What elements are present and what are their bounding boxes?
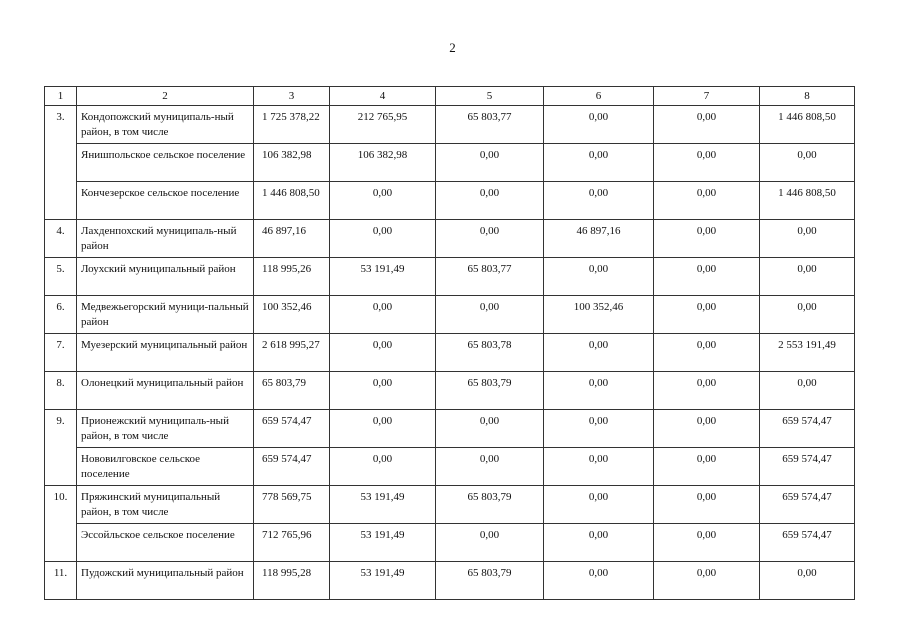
row-number <box>45 448 77 486</box>
cell-col3: 65 803,79 <box>254 372 330 410</box>
cell-col7: 0,00 <box>654 220 760 258</box>
cell-col6: 100 352,46 <box>544 296 654 334</box>
cell-col3: 1 446 808,50 <box>254 182 330 220</box>
cell-col5: 0,00 <box>436 410 544 448</box>
cell-col6: 0,00 <box>544 106 654 144</box>
row-name: Лахденпохский муниципаль-ный район <box>77 220 254 258</box>
cell-col5: 65 803,77 <box>436 106 544 144</box>
cell-col7: 0,00 <box>654 524 760 562</box>
cell-col6: 0,00 <box>544 410 654 448</box>
cell-col4: 53 191,49 <box>330 486 436 524</box>
cell-col3: 712 765,96 <box>254 524 330 562</box>
cell-col4: 0,00 <box>330 182 436 220</box>
row-number <box>45 144 77 182</box>
cell-col4: 53 191,49 <box>330 524 436 562</box>
row-name: Муезерский муниципальный район <box>77 334 254 372</box>
cell-col7: 0,00 <box>654 562 760 600</box>
row-number: 3. <box>45 106 77 144</box>
cell-col8: 659 574,47 <box>760 410 855 448</box>
cell-col7: 0,00 <box>654 106 760 144</box>
cell-col8: 0,00 <box>760 220 855 258</box>
header-cell: 2 <box>77 87 254 106</box>
table-row <box>45 106 855 144</box>
cell-col4: 0,00 <box>330 334 436 372</box>
cell-col7: 0,00 <box>654 410 760 448</box>
cell-col7: 0,00 <box>654 372 760 410</box>
cell-col8: 0,00 <box>760 372 855 410</box>
header-cell: 8 <box>760 87 855 106</box>
row-name: Прионежский муниципаль-ный район, в том числе <box>77 410 254 448</box>
cell-col8: 2 553 191,49 <box>760 334 855 372</box>
cell-col5: 0,00 <box>436 524 544 562</box>
budget-table <box>44 86 855 600</box>
cell-col5: 0,00 <box>436 220 544 258</box>
table-row <box>45 448 855 486</box>
row-name: Эссойльское сельское поселение <box>77 524 254 562</box>
cell-col8: 659 574,47 <box>760 524 855 562</box>
cell-col5: 0,00 <box>436 144 544 182</box>
cell-col7: 0,00 <box>654 486 760 524</box>
cell-col3: 659 574,47 <box>254 448 330 486</box>
header-row <box>45 87 855 106</box>
row-name: Нововилговское сельское поселение <box>77 448 254 486</box>
row-number <box>45 182 77 220</box>
header-cell: 6 <box>544 87 654 106</box>
header-cell: 1 <box>45 87 77 106</box>
table-row <box>45 182 855 220</box>
cell-col7: 0,00 <box>654 448 760 486</box>
cell-col7: 0,00 <box>654 334 760 372</box>
cell-col4: 53 191,49 <box>330 562 436 600</box>
cell-col8: 0,00 <box>760 258 855 296</box>
header-cell: 4 <box>330 87 436 106</box>
header-cell: 3 <box>254 87 330 106</box>
cell-col8: 659 574,47 <box>760 448 855 486</box>
row-name: Олонецкий муниципальный район <box>77 372 254 410</box>
cell-col5: 0,00 <box>436 448 544 486</box>
cell-col8: 1 446 808,50 <box>760 182 855 220</box>
cell-col5: 65 803,78 <box>436 334 544 372</box>
cell-col5: 0,00 <box>436 296 544 334</box>
cell-col3: 118 995,26 <box>254 258 330 296</box>
cell-col3: 46 897,16 <box>254 220 330 258</box>
cell-col5: 65 803,79 <box>436 562 544 600</box>
cell-col8: 0,00 <box>760 562 855 600</box>
cell-col8: 0,00 <box>760 296 855 334</box>
page-number: 2 <box>449 40 456 55</box>
cell-col6: 0,00 <box>544 182 654 220</box>
cell-col6: 0,00 <box>544 562 654 600</box>
cell-col5: 65 803,79 <box>436 372 544 410</box>
row-number: 11. <box>45 562 77 600</box>
cell-col3: 118 995,28 <box>254 562 330 600</box>
cell-col4: 0,00 <box>330 296 436 334</box>
cell-col4: 212 765,95 <box>330 106 436 144</box>
cell-col6: 0,00 <box>544 258 654 296</box>
cell-col5: 0,00 <box>436 182 544 220</box>
row-number: 8. <box>45 372 77 410</box>
cell-col4: 0,00 <box>330 220 436 258</box>
table-row <box>45 258 855 296</box>
table-row <box>45 372 855 410</box>
cell-col8: 659 574,47 <box>760 486 855 524</box>
cell-col6: 0,00 <box>544 144 654 182</box>
row-name: Кондопожский муниципаль-ный район, в том числе <box>77 106 254 144</box>
cell-col7: 0,00 <box>654 182 760 220</box>
row-name: Кончезерское сельское поселение <box>77 182 254 220</box>
cell-col5: 65 803,79 <box>436 486 544 524</box>
cell-col8: 0,00 <box>760 144 855 182</box>
row-name: Пряжинский муниципальный район, в том числе <box>77 486 254 524</box>
header-cell: 5 <box>436 87 544 106</box>
row-name: Медвежьегорский муници-пальный район <box>77 296 254 334</box>
cell-col3: 106 382,98 <box>254 144 330 182</box>
table-row <box>45 144 855 182</box>
cell-col4: 0,00 <box>330 448 436 486</box>
cell-col8: 1 446 808,50 <box>760 106 855 144</box>
table-row <box>45 562 855 600</box>
cell-col3: 2 618 995,27 <box>254 334 330 372</box>
row-number: 9. <box>45 410 77 448</box>
table-row <box>45 334 855 372</box>
cell-col5: 65 803,77 <box>436 258 544 296</box>
row-number: 6. <box>45 296 77 334</box>
cell-col3: 778 569,75 <box>254 486 330 524</box>
cell-col6: 0,00 <box>544 524 654 562</box>
row-number <box>45 524 77 562</box>
cell-col6: 46 897,16 <box>544 220 654 258</box>
cell-col3: 100 352,46 <box>254 296 330 334</box>
row-number: 4. <box>45 220 77 258</box>
cell-col4: 53 191,49 <box>330 258 436 296</box>
row-name: Лоухский муниципальный район <box>77 258 254 296</box>
header-cell: 7 <box>654 87 760 106</box>
table-row <box>45 486 855 524</box>
cell-col6: 0,00 <box>544 486 654 524</box>
row-name: Янишпольское сельское поселение <box>77 144 254 182</box>
cell-col3: 659 574,47 <box>254 410 330 448</box>
table-row <box>45 296 855 334</box>
row-number: 7. <box>45 334 77 372</box>
table-row <box>45 220 855 258</box>
cell-col4: 0,00 <box>330 410 436 448</box>
cell-col6: 0,00 <box>544 372 654 410</box>
row-number: 10. <box>45 486 77 524</box>
cell-col3: 1 725 378,22 <box>254 106 330 144</box>
table-row <box>45 524 855 562</box>
table-row <box>45 410 855 448</box>
cell-col4: 0,00 <box>330 372 436 410</box>
cell-col6: 0,00 <box>544 334 654 372</box>
row-name: Пудожский муниципальный район <box>77 562 254 600</box>
cell-col4: 106 382,98 <box>330 144 436 182</box>
cell-col7: 0,00 <box>654 144 760 182</box>
cell-col7: 0,00 <box>654 258 760 296</box>
row-number: 5. <box>45 258 77 296</box>
cell-col6: 0,00 <box>544 448 654 486</box>
cell-col7: 0,00 <box>654 296 760 334</box>
